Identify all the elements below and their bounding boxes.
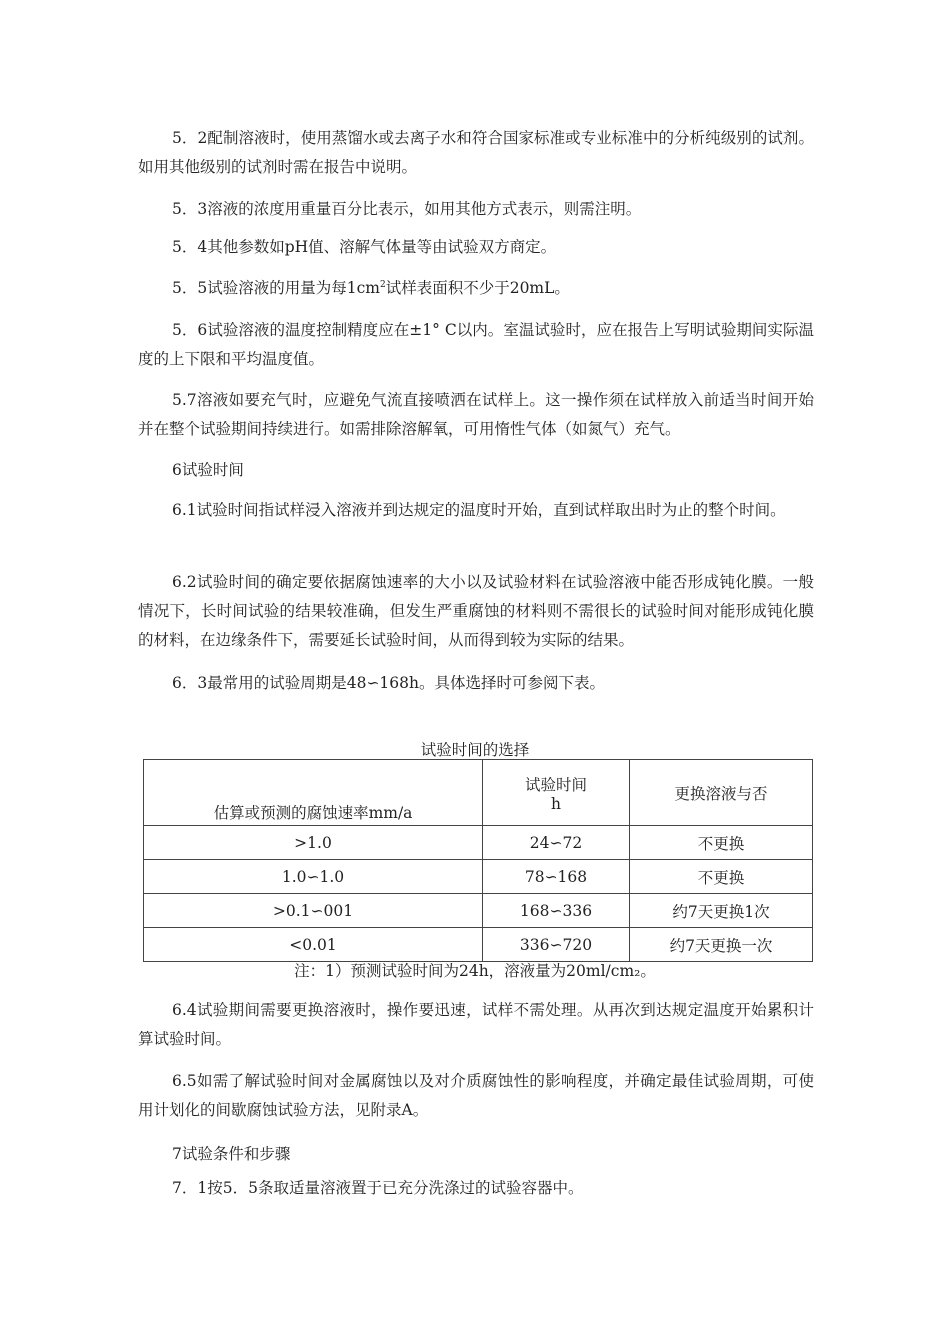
cell-change: 约7天更换一次 (630, 928, 813, 962)
paragraph-5-5-text-b: 试样表面积不少于20mL。 (385, 279, 570, 297)
header-test-time-unit: h (551, 794, 561, 813)
test-time-table (143, 759, 813, 962)
header-test-time (483, 760, 630, 826)
table-row (144, 860, 813, 894)
cell-time: 24∽72 (483, 826, 630, 860)
cell-time: 78∽168 (483, 860, 630, 894)
header-change-solution: 更换溶液与否 (630, 760, 813, 826)
paragraph-5-2: 5．2配制溶液时，使用蒸馏水或去离子水和符合国家标准或专业标准中的分析纯级别的试剂。如用其他级别的试剂时需在报告中说明。 (138, 129, 814, 176)
cell-rate: 1.0∽1.0 (144, 860, 483, 894)
cell-time: 336∽720 (483, 928, 630, 962)
paragraph-5-5 (138, 274, 814, 303)
cell-time: 168∽336 (483, 894, 630, 928)
paragraph-6-1: 6.1试验时间指试样浸入溶液并到达规定的温度时开始，直到试样取出时为止的整个时间。 (172, 501, 786, 519)
table-row (144, 928, 813, 962)
paragraph-6-4: 6.4试验期间需要更换溶液时，操作要迅速，试样不需处理。从再次到达规定温度开始累积计算试验时间。 (138, 1001, 814, 1048)
cell-change: 约7天更换1次 (630, 894, 813, 928)
table-row (144, 826, 813, 860)
paragraph-5-6: 5．6试验溶液的温度控制精度应在±1° C以内。室温试验时，应在报告上写明试验期间实际温度的上下限和平均温度值。 (138, 321, 814, 368)
cell-rate: <0.01 (144, 928, 483, 962)
cell-rate: >0.1∽001 (144, 894, 483, 928)
table-note: 注：1）预测试验时间为24h，溶液量为20ml/cm₂。 (294, 962, 656, 980)
paragraph-6-2: 6.2试验时间的确定要依据腐蚀速率的大小以及试验材料在试验溶液中能否形成钝化膜。一般情况下，长时间试验的结果较准确，但发生严重腐蚀的材料则不需很长的试验时间对能形成钝化膜的材料，在边缘条件下，需要延长试验时间，从而得到较为实际的结果。 (138, 573, 814, 649)
paragraph-6-3: 6．3最常用的试验周期是48∽168h。具体选择时可参阅下表。 (172, 674, 606, 692)
table-header-row (144, 760, 813, 826)
cell-change: 不更换 (630, 826, 813, 860)
superscript-2: 2 (379, 279, 386, 290)
table-row (144, 894, 813, 928)
paragraph-6-5: 6.5如需了解试验时间对金属腐蚀以及对介质腐蚀性的影响程度，并确定最佳试验周期，可使用计划化的间歇腐蚀试验方法，见附录A。 (138, 1072, 814, 1119)
section-heading-6: 6试验时间 (172, 461, 244, 479)
table-caption: 试验时间的选择 (420, 741, 530, 759)
cell-change: 不更换 (630, 860, 813, 894)
paragraph-5-7: 5.7溶液如要充气时，应避免气流直接喷洒在试样上。这一操作须在试样放入前适当时间开始并在整个试验期间持续进行。如需排除溶解氧，可用惰性气体（如氮气）充气。 (138, 391, 814, 438)
header-test-time-label: 试验时间 (524, 775, 587, 794)
paragraph-5-5-text-a: 5．5试验溶液的用量为每1cm (172, 279, 380, 297)
paragraph-5-3: 5．3溶液的浓度用重量百分比表示，如用其他方式表示，则需注明。 (172, 200, 642, 218)
section-heading-7: 7试验条件和步骤 (172, 1145, 291, 1163)
cell-rate: >1.0 (144, 826, 483, 860)
paragraph-5-4: 5．4其他参数如pH值、溶解气体量等由试验双方商定。 (172, 238, 557, 256)
paragraph-7-1: 7．1按5．5条取适量溶液置于已充分洗涤过的试验容器中。 (172, 1179, 584, 1197)
header-corrosion-rate: 估算或预测的腐蚀速率mm/a (144, 760, 483, 826)
